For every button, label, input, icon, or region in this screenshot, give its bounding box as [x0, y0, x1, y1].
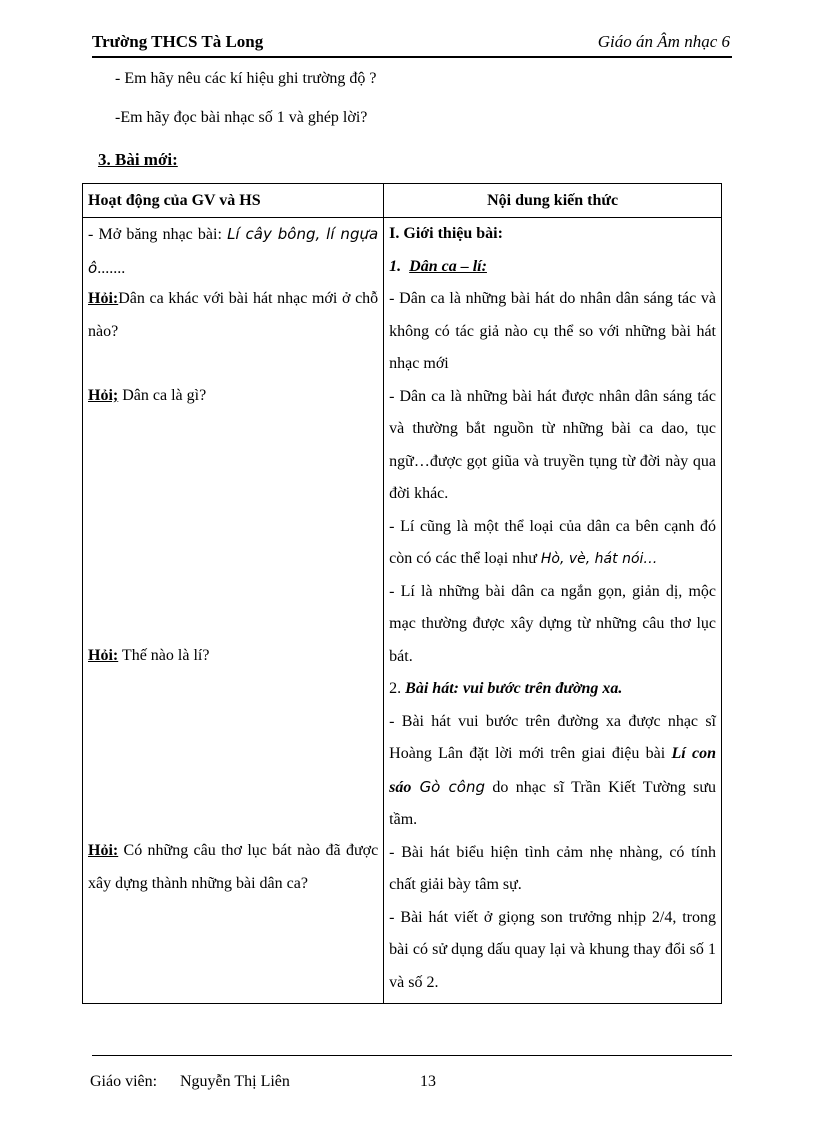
paragraph-6: - Bài hát biểu hiện tình cảm nhẹ nhàng, có tính chất giải bày tâm sự. — [389, 843, 716, 893]
table-row — [83, 218, 722, 1004]
question-2: Hỏi; Dân ca là gì? — [88, 387, 207, 404]
section-title: 3. Bài mới: — [98, 150, 178, 169]
heading-song: 2. Bài hát: vui bước trên đường xa. — [389, 680, 623, 697]
question-4: Hỏi: Có những câu thơ lục bát nào đã được xây dựng thành những bài dân ca? — [88, 842, 379, 892]
subject-title: Giáo án Âm nhạc 6 — [597, 32, 730, 51]
teacher-name: Nguyễn Thị Liên — [180, 1073, 290, 1090]
paragraph-5: - Bài hát vui bước trên đường xa được nhạc sĩ Hoàng Lân đặt lời mới trên giai điệu bài Lí con sáo Gò công do nhạc sĩ Trần Kiết Tường sưu tầm. — [389, 712, 717, 828]
song-name: Lí con sáo — [389, 745, 717, 796]
heading-folk-song: 1. Dân ca – lí: — [389, 257, 487, 275]
page-number: 13 — [420, 1073, 436, 1090]
question-label: Hỏi: — [88, 290, 119, 307]
song-titles: Lí cây bông, lí ngựa ô — [88, 225, 379, 277]
intro-activity: - Mở băng nhạc bài: Lí cây bông, lí ngựa ô....... — [88, 225, 379, 277]
lesson-table — [82, 183, 722, 1004]
column-header-activity: Hoạt động của GV và HS — [83, 184, 384, 218]
paragraph-4: - Lí là những bài dân ca ngắn gọn, giản dị, mộc mạc thường được xây dựng từ những câu thơ lục bát. — [389, 582, 716, 665]
paragraph-2: - Dân ca là những bài hát được nhân dân sáng tác và thường bắt nguồn từ những bài ca dao, tục ngữ…được gọt giũa và truyền tụng từ đời này qua đời khác. — [389, 387, 716, 502]
question-label: Hỏi: — [88, 842, 119, 859]
question-3: Hỏi: Thế nào là lí? — [88, 647, 210, 664]
column-header-content: Nội dung kiến thức — [384, 184, 722, 218]
teacher-label: Giáo viên: — [90, 1073, 158, 1090]
table-header-row — [83, 184, 722, 218]
content-cell — [384, 218, 722, 1004]
page-header — [92, 30, 732, 58]
genre-list: Hò, vè, hát nói… — [540, 551, 658, 567]
paragraph-3: - Lí cũng là một thể loại của dân ca bên cạnh đó còn có các thể loại như Hò, vè, hát nói… — [389, 517, 716, 567]
song-origin: Gò công — [411, 777, 485, 796]
question-label: Hỏi: — [88, 647, 119, 664]
question-label: Hỏi; — [88, 387, 119, 404]
school-name: Trường THCS Tà Long — [92, 32, 264, 51]
review-question-1: - Em hãy nêu các kí hiệu ghi trường độ ? — [115, 70, 377, 87]
intro-heading: I. Giới thiệu bài: — [389, 225, 503, 242]
review-question-2: -Em hãy đọc bài nhạc số 1 và ghép lời? — [115, 109, 368, 126]
footer-divider — [92, 1055, 732, 1056]
question-1: Hỏi:Dân ca khác với bài hát nhạc mới ở chỗ nào? — [88, 290, 379, 340]
paragraph-1: - Dân ca là những bài hát do nhân dân sáng tác và không có tác giả nào cụ thể so với những bài hát nhạc mới — [389, 290, 716, 372]
paragraph-7: - Bài hát viết ở giọng son trưởng nhịp 2/4, trong bài có sử dụng dấu quay lại và khung thay đổi số 1 và số 2. — [389, 908, 716, 991]
activity-cell — [83, 218, 384, 1004]
